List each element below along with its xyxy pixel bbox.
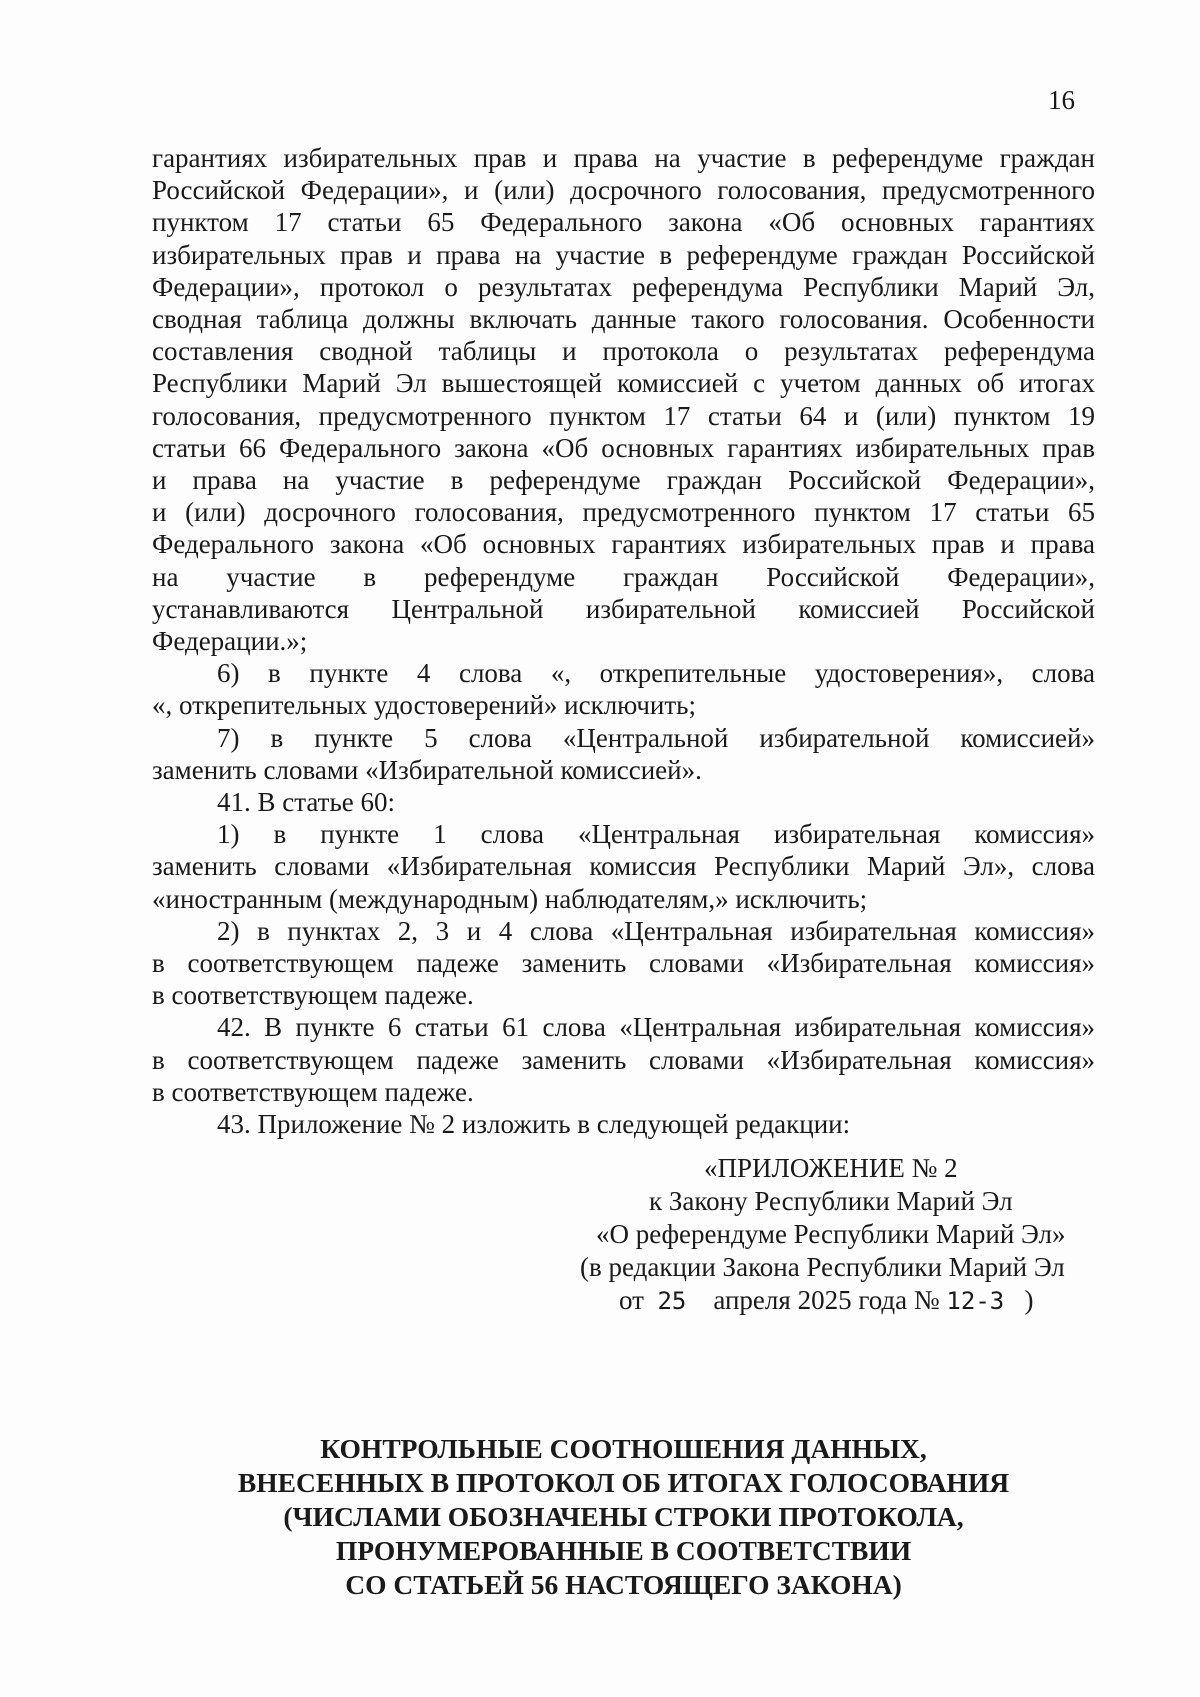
text-line: заменить словами «Избирательная комиссия Республики Марий Эл», слова [152, 851, 1095, 882]
text-line: Российской Федерации», и (или) досрочного голосования, предусмотренного [152, 175, 1095, 206]
text-line: Федерации», протокол о результатах референдума Республики Марий Эл, [152, 271, 1095, 302]
appendix-title: «ПРИЛОЖЕНИЕ № 2 [704, 1153, 958, 1183]
appendix-date-line [580, 1284, 1100, 1318]
text-line: пунктом 17 статьи 65 Федерального закона «Об основных гарантиях [152, 207, 1095, 238]
appendix-edition: (в редакции Закона Республики Марий Эл [580, 1252, 1065, 1282]
section-heading [152, 1432, 1095, 1602]
text-line: гарантиях избирательных прав и права на участие в референдуме граждан [152, 143, 1095, 173]
text-line: Федерации.»; [152, 626, 308, 657]
text-line: статьи 66 Федерального закона «Об основных гарантиях избирательных прав [152, 432, 1095, 463]
text-line: в соответствующем падеже. [152, 980, 474, 1011]
text-line: и (или) досрочного голосования, предусмотренного пунктом 17 статьи 65 [152, 497, 1095, 528]
appendix-caption [580, 1152, 1100, 1318]
text-line: Республики Марий Эл вышестоящей комиссией с учетом данных об итогах [152, 368, 1095, 399]
appendix-date-day: 25 [657, 1287, 687, 1315]
text-line: в соответствующем падеже заменить словами «Избирательная комиссия» [152, 1044, 1095, 1075]
text-line: в соответствующем падеже. [152, 1076, 474, 1107]
page-number: 16 [1048, 85, 1075, 115]
appendix-law-name: «О референдуме Республики Марий Эл» [596, 1219, 1066, 1249]
appendix-law-ref: к Закону Республики Марий Эл [649, 1186, 1013, 1216]
text-line: Федерального закона «Об основных гарантиях избирательных прав и права [152, 529, 1095, 560]
text-line: «, открепительных удостоверений» исключить; [152, 690, 696, 721]
text-line: на участие в референдуме граждан Российской Федерации», [152, 561, 1095, 592]
text-line: сводная таблица должны включать данные такого голосования. Особенности [152, 304, 1095, 335]
appendix-date-middle: апреля 2025 года № [713, 1285, 940, 1315]
text-line: 2) в пунктах 2, 3 и 4 слова «Центральная избирательная комиссия» [217, 915, 1095, 946]
text-line: «иностранным (международным) наблюдателям,» исключить; [152, 883, 868, 914]
text-line: избирательных прав и права на участие в референдуме граждан Российской [152, 239, 1095, 270]
text-line: голосования, предусмотренного пунктом 17 статьи 64 и (или) пунктом 19 [152, 400, 1095, 431]
text-line: 43. Приложение № 2 изложить в следующей редакции: [217, 1109, 851, 1140]
text-line: 42. В пункте 6 статьи 61 слова «Центральная избирательная комиссия» [217, 1012, 1095, 1043]
text-line: в соответствующем падеже заменить словами «Избирательная комиссия» [152, 948, 1095, 979]
text-line: составления сводной таблицы и протокола о результатах референдума [152, 336, 1095, 367]
text-line: 7) в пункте 5 слова «Центральной избирательной комиссией» [217, 722, 1095, 753]
text-line: 6) в пункте 4 слова «, открепительные удостоверения», слова [217, 658, 1095, 689]
appendix-law-number: 12-З [946, 1287, 1005, 1315]
heading-line: ВНЕСЕННЫХ В ПРОТОКОЛ ОБ ИТОГАХ ГОЛОСОВАНИЯ [237, 1467, 1010, 1498]
appendix-date-prefix: от [619, 1285, 644, 1315]
text-line: 1) в пункте 1 слова «Центральная избирательная комиссия» [217, 819, 1095, 850]
heading-line: СО СТАТЬЕЙ 56 НАСТОЯЩЕГО ЗАКОНА) [345, 1569, 902, 1600]
text-line: заменить словами «Избирательной комиссией». [152, 754, 702, 785]
appendix-date-suffix: ) [1024, 1285, 1034, 1315]
text-line: устанавливаются Центральной избирательной комиссией Российской [152, 593, 1095, 624]
body-text [152, 142, 1095, 1140]
heading-line: КОНТРОЛЬНЫЕ СООТНОШЕНИЯ ДАННЫХ, [320, 1433, 927, 1464]
heading-line: ПРОНУМЕРОВАННЫЕ В СООТВЕТСТВИИ [335, 1535, 912, 1566]
text-line: и права на участие в референдуме граждан Российской Федерации», [152, 465, 1095, 496]
text-line: 41. В статье 60: [217, 787, 396, 818]
heading-line: (ЧИСЛАМИ ОБОЗНАЧЕНЫ СТРОКИ ПРОТОКОЛА, [283, 1501, 964, 1532]
